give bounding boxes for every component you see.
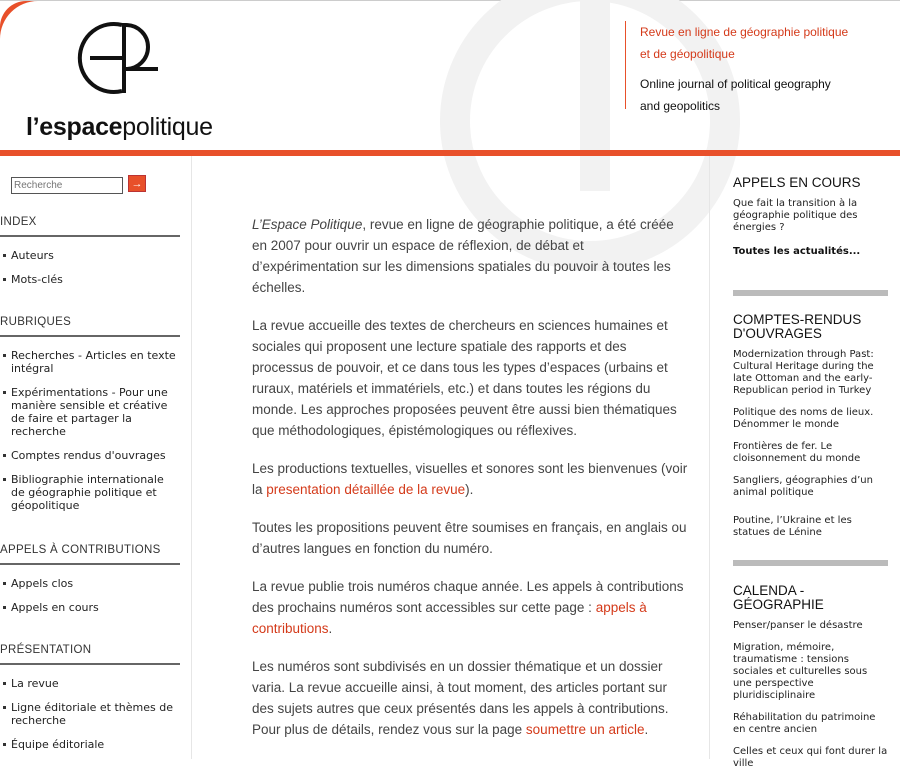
nav-item-ligne-editoriale[interactable]: Ligne éditoriale et thèmes de recherche [0, 701, 180, 727]
arrow-right-icon: → [131, 178, 143, 190]
nav-presentation-title: PRÉSENTATION [0, 644, 180, 665]
right-sidebar [709, 156, 900, 769]
nav-appels [0, 544, 180, 625]
tagline-en [640, 73, 855, 117]
compte-rendu-item[interactable]: Sangliers, géographies d’un animal politique [733, 475, 873, 498]
tagline [625, 21, 855, 113]
left-sidebar [0, 156, 192, 759]
toutes-actualites-link[interactable]: Toutes les actualités... [733, 246, 861, 257]
compte-rendu-item[interactable]: Frontières de fer. Le cloisonnement du monde [733, 441, 861, 464]
calenda-title: CALENDA - GÉOGRAPHIE [733, 583, 824, 612]
calenda-item[interactable]: Penser/panser le désastre [733, 620, 863, 631]
calenda-item[interactable]: Migration, mémoire, traumatisme : tensions sociales et culturelles sous une perspective pluridisciplinaire [733, 642, 868, 701]
search-submit-button[interactable] [128, 175, 146, 192]
tagline-fr-line2: et de géopolitique [640, 47, 735, 61]
compte-rendu-item[interactable]: Poutine, l’Ukraine et les statues de Lénine [733, 515, 852, 538]
nav-item-equipe-editoriale[interactable]: Équipe éditoriale [0, 738, 180, 751]
languages-paragraph: Toutes les propositions peuvent être soumises en français, en anglais ou d’autres langues en fonction du numéro. [252, 520, 687, 556]
ep-logo-icon [86, 21, 162, 95]
intro-paragraph [252, 214, 688, 298]
section-separator [733, 290, 888, 296]
appels-link[interactable]: appels à contributions [252, 600, 647, 636]
nav-item-experimentations[interactable]: Expérimentations - Pour une manière sensible et créative de faire et partager la recherche [0, 386, 180, 438]
search-input[interactable] [11, 177, 123, 194]
search-form [11, 175, 143, 194]
calenda-item[interactable]: Réhabilitation du patrimoine en centre ancien [733, 712, 876, 735]
tagline-fr-line1: Revue en ligne de géographie politique [640, 25, 849, 39]
appel-item[interactable]: Que fait la transition à la géographie politique des énergies ? [733, 198, 858, 233]
varia-paragraph [252, 656, 688, 740]
nav-appels-title: APPELS À CONTRIBUTIONS [0, 544, 180, 565]
brand-wordmark [26, 113, 213, 142]
formats-text-end: ). [465, 482, 474, 497]
nav-rubriques-title: RUBRIQUES [0, 316, 180, 337]
comptes-rendus-section [733, 313, 888, 549]
nav-index [0, 216, 180, 297]
issues-text: La revue publie trois numéros chaque année. Les appels à contributions des prochains numéros sont accessibles sur cette page : [252, 579, 684, 615]
nav-item-la-revue[interactable]: La revue [0, 677, 180, 690]
calenda-item[interactable]: Celles et ceux qui font durer la ville [733, 746, 888, 769]
journal-name: L’Espace Politique [252, 217, 363, 232]
tagline-en-line1: Online journal of political geography [640, 77, 831, 91]
issues-paragraph [252, 576, 688, 639]
nav-item-appels-en-cours[interactable]: Appels en cours [0, 601, 180, 614]
nav-rubriques [0, 316, 180, 523]
calenda-section [733, 584, 888, 780]
site-header [0, 0, 900, 150]
comptes-rendus-title: COMPTES-RENDUS D'OUVRAGES [733, 312, 862, 341]
corner-arc-decoration [0, 1, 40, 41]
brand-light: politique [122, 113, 213, 141]
nav-index-title: INDEX [0, 216, 180, 237]
varia-text: Les numéros sont subdivisés en un dossier thématique et un dossier varia. La revue accueille ainsi, à tout moment, des articles portant sur des sujets autres que ceux présentés dans les appels à contributions. Pour plus de détails, rendez vous sur la page [252, 659, 669, 737]
appels-en-cours-section [733, 176, 888, 257]
issues-text-end: . [328, 621, 333, 636]
brand-bold: l’espace [26, 113, 123, 141]
compte-rendu-item[interactable]: Modernization through Past: Cultural Heritage during the late Ottoman and the early-Republican period in Turkey [733, 349, 874, 396]
tagline-en-line2: and geopolitics [640, 99, 721, 113]
watermark-logo-bar [580, 0, 610, 191]
appels-en-cours-title: APPELS EN COURS [733, 175, 861, 190]
scope-paragraph: La revue accueille des textes de chercheurs en sciences humaines et sociales qui proposent une lecture spatiale des rapports et des processus de pouvoir, et ce dans tous les types d’espaces (urbains et ruraux, matériels et immatériels, etc.) et dans toutes les régions du monde. Les approches proposées peuvent être aussi bien thématiques que méthodologiques, épistémologiques ou réflexives. [252, 318, 677, 438]
formats-text: Les productions textuelles, visuelles et sonores sont les bienvenues (voir la [252, 461, 688, 497]
presentation-link[interactable]: presentation détaillée de la revue [266, 482, 466, 497]
main-content [252, 214, 688, 757]
nav-item-mots-cles[interactable]: Mots-clés [0, 273, 180, 286]
tagline-fr [640, 21, 855, 65]
nav-item-comptes-rendus[interactable]: Comptes rendus d'ouvrages [0, 449, 180, 462]
varia-text-end: . [644, 722, 649, 737]
nav-item-bibliographie[interactable]: Bibliographie internationale de géographie politique et géopolitique [0, 473, 180, 512]
nav-presentation [0, 644, 180, 762]
formats-paragraph [252, 458, 688, 500]
section-separator [733, 560, 888, 566]
compte-rendu-item[interactable]: Politique des noms de lieux. Dénommer le monde [733, 407, 874, 430]
submit-article-link[interactable]: soumettre un article [525, 722, 645, 737]
intro-text: , revue en ligne de géographie politique, a été créée en 2007 pour ouvrir un espace de réflexion, de débat et d’expérimentation sur les dimensions spatiales du pouvoir à toutes les échelles. [252, 217, 674, 295]
nav-item-appels-clos[interactable]: Appels clos [0, 577, 180, 590]
nav-item-recherches[interactable]: Recherches - Articles en texte intégral [0, 349, 180, 375]
nav-item-auteurs[interactable]: Auteurs [0, 249, 180, 262]
